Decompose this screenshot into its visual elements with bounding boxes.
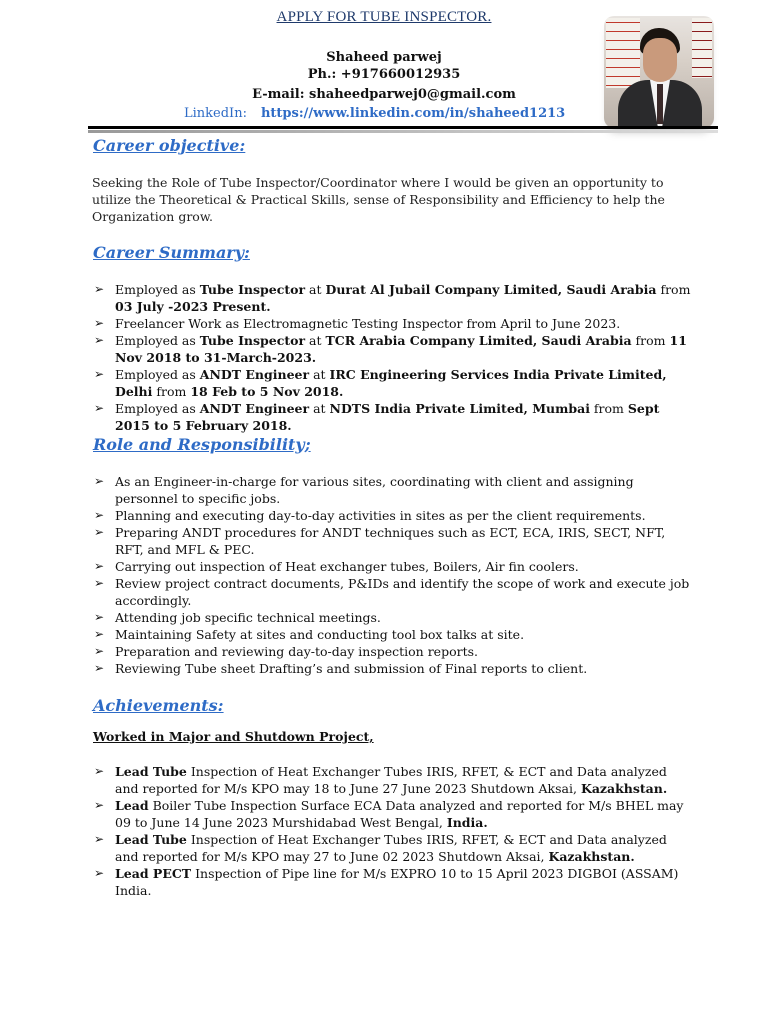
header-divider — [88, 126, 718, 134]
career-summary-heading: Career Summary: — [93, 243, 250, 262]
list-item: ➢ Preparation and reviewing day-to-day inspection reports. — [94, 644, 478, 659]
list-item: ➢ Employed as Tube Inspector at TCR Arabia Company Limited, Saudi Arabia from 11 Nov 2018 to 31-March-2023. — [94, 333, 687, 365]
list-item: ➢ Lead PECT Inspection of Pipe line for M/s EXPRO 10 to 15 April 2023 DIGBOI (ASSAM) India. — [94, 866, 679, 898]
list-item: ➢ Employed as Tube Inspector at Durat Al Jubail Company Limited, Saudi Arabia from 03 July -2023 Present. — [94, 282, 691, 314]
arrow-bullet-icon: ➢ — [94, 401, 105, 415]
arrow-bullet-icon: ➢ — [94, 627, 105, 641]
arrow-bullet-icon: ➢ — [94, 798, 105, 812]
role-list — [92, 473, 692, 677]
email-address: E-mail: shaheedparwej0@gmail.com — [252, 87, 516, 102]
arrow-bullet-icon: ➢ — [94, 832, 105, 846]
list-item: ➢ Employed as ANDT Engineer at IRC Engineering Services India Private Limited, Delhi from 18 Feb to 5 Nov 2018. — [94, 367, 667, 399]
list-item: ➢ Maintaining Safety at sites and conducting tool box talks at site. — [94, 627, 525, 642]
arrow-bullet-icon: ➢ — [94, 333, 105, 347]
achievements-heading: Achievements: — [93, 696, 224, 715]
arrow-bullet-icon: ➢ — [94, 644, 105, 658]
list-item: ➢ Lead Boiler Tube Inspection Surface ECA Data analyzed and reported for M/s BHEL may 09 to June 14 June 2023 Murshidabad West Bengal, India. — [94, 798, 684, 830]
arrow-bullet-icon: ➢ — [94, 559, 105, 573]
list-item: ➢ Planning and executing day-to-day activities in sites as per the client requirements. — [94, 508, 646, 523]
career-summary-list — [92, 281, 692, 434]
achievements-subtitle: Worked in Major and Shutdown Project, — [93, 729, 374, 744]
career-objective-text: Seeking the Role of Tube Inspector/Coordinator where I would be given an opportunity to utilize the Theoretical & Practical Skills, sense of Responsibility and Efficiency to help the Organization grow. — [92, 175, 665, 224]
list-item: ➢ Freelancer Work as Electromagnetic Testing Inspector from April to June 2023. — [94, 316, 621, 331]
arrow-bullet-icon: ➢ — [94, 282, 105, 296]
list-item: ➢ Reviewing Tube sheet Drafting’s and submission of Final reports to client. — [94, 661, 588, 676]
arrow-bullet-icon: ➢ — [94, 316, 105, 330]
arrow-bullet-icon: ➢ — [94, 576, 105, 590]
arrow-bullet-icon: ➢ — [94, 474, 105, 488]
arrow-bullet-icon: ➢ — [94, 610, 105, 624]
arrow-bullet-icon: ➢ — [94, 367, 105, 381]
profile-photo — [604, 16, 714, 128]
list-item: ➢ Employed as ANDT Engineer at NDTS India Private Limited, Mumbai from Sept 2015 to 5 February 2018. — [94, 401, 660, 433]
list-item: ➢ As an Engineer-in-charge for various sites, coordinating with client and assigning personnel to specific jobs. — [94, 474, 634, 506]
list-item: ➢ Lead Tube Inspection of Heat Exchanger Tubes IRIS, RFET, & ECT and Data analyzed and reported for M/s KPO may 18 to June 27 June 2023 Shutdown Aksai, Kazakhstan. — [94, 764, 668, 796]
linkedin-label: LinkedIn: — [184, 106, 247, 121]
arrow-bullet-icon: ➢ — [94, 661, 105, 675]
candidate-name: Shaheed parwej — [326, 50, 442, 65]
achievements-list — [92, 763, 692, 899]
application-title: APPLY FOR TUBE INSPECTOR. — [276, 9, 492, 25]
linkedin-row — [184, 106, 565, 121]
phone-number: Ph.: +917660012935 — [307, 67, 461, 82]
arrow-bullet-icon: ➢ — [94, 764, 105, 778]
arrow-bullet-icon: ➢ — [94, 866, 105, 880]
arrow-bullet-icon: ➢ — [94, 508, 105, 522]
list-item: ➢ Attending job specific technical meetings. — [94, 610, 381, 625]
arrow-bullet-icon: ➢ — [94, 525, 105, 539]
linkedin-link[interactable]: https://www.linkedin.com/in/shaheed1213 — [260, 106, 566, 121]
list-item: ➢ Carrying out inspection of Heat exchanger tubes, Boilers, Air fin coolers. — [94, 559, 579, 574]
list-item: ➢ Review project contract documents, P&IDs and identify the scope of work and execute job accordingly. — [94, 576, 690, 608]
list-item: ➢ Preparing ANDT procedures for ANDT techniques such as ECT, ECA, IRIS, SECT, NFT, RFT, and MFL & PEC. — [94, 525, 666, 557]
role-heading: Role and Responsibility; — [93, 435, 311, 454]
list-item: ➢ Lead Tube Inspection of Heat Exchanger Tubes IRIS, RFET, & ECT and Data analyzed and reported for M/s KPO may 27 to June 02 2023 Shutdown Aksai, Kazakhstan. — [94, 832, 667, 864]
career-objective-heading: Career objective: — [93, 136, 246, 155]
